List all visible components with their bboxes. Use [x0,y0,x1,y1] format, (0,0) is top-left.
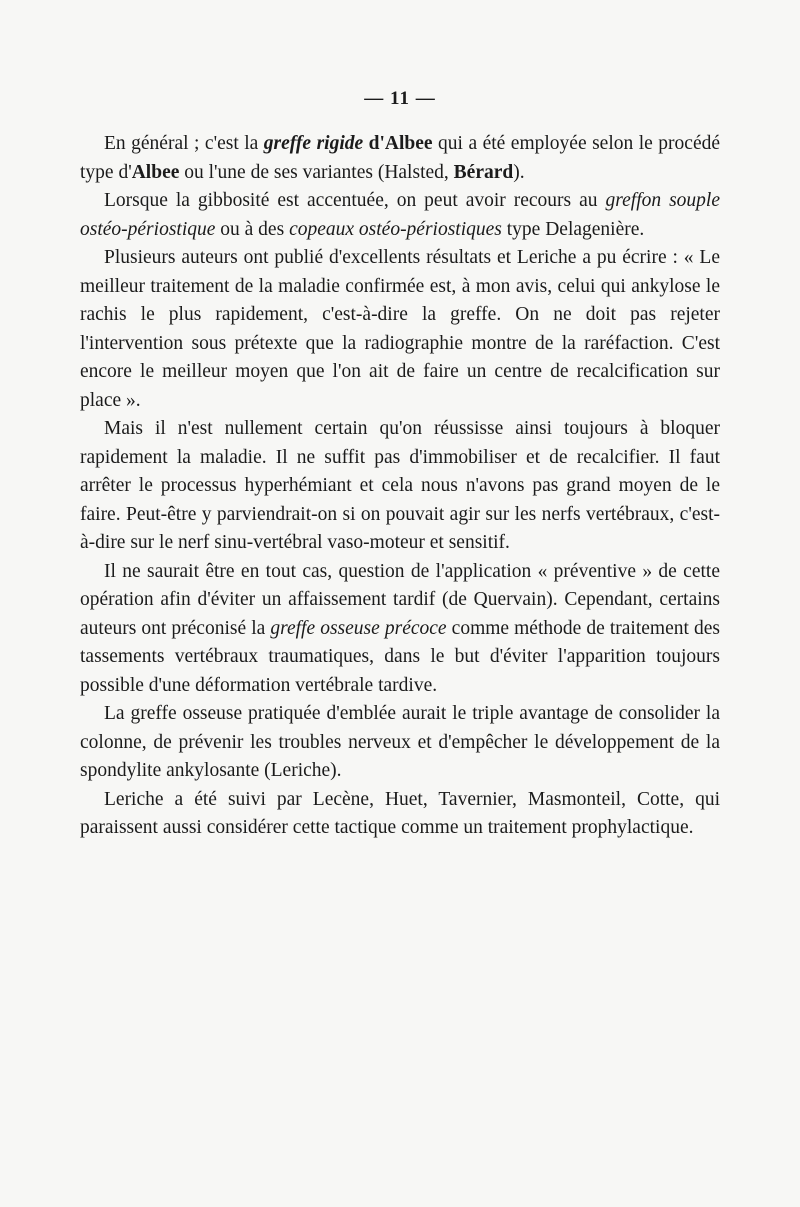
name-albee: Albee [131,161,180,183]
text-run: type Delagenière. [501,218,645,240]
text-run: ou l'une de ses variantes (Halsted, [179,161,454,183]
page-number: — 11 — [364,88,436,109]
paragraph-3: Plusieurs auteurs ont publié d'excellents résultats et Leriche a pu écrire : « Le meilleur traitement de la maladie confirmée est, à mon avis, celui qui ankylose le rachis le plus rapidement, c'est-à-dire la greffe. On ne doit pas rejeter l'intervention sous prétexte que la radiographie montre de la raréfaction. C'est encore le meilleur moyen que l'on ait de faire un centre de recalcification sur place ». [80,247,720,411]
text-run: En général ; c'est la [104,133,264,154]
name-berard: Bérard [453,161,514,183]
text-run: d' [363,133,385,154]
body-text [80,130,720,843]
text-run: Il ne saurait être en tout cas, question de l'application « préventive » de cette opération afin d'éviter un affaissement tardif (de Quervain). Cependant, certains auteurs ont préconisé la [80,560,720,639]
emphasis-greffe-precoce: greffe osseuse précoce [270,617,447,639]
paragraph-1 [80,130,720,187]
text-run: ). [513,161,525,183]
paragraph-5 [80,558,720,701]
text-run: qui a été employée selon le procédé type d' [80,133,721,183]
paragraph-4: Mais il n'est nullement certain qu'on réussisse ainsi toujours à bloquer rapidement la maladie. Il ne suffit pas d'immobiliser et de recalcifier. Il faut arrêter le processus hyperhémiant et cela nous n'avons pas grand moyen de le faire. Peut-être y parviendrait-on si on pouvait agir sur les nerfs vertébraux, c'est-à-dire sur le nerf sinu-vertébral vaso-moteur et sensitif. [80,418,720,553]
text-run: ou à des [215,218,290,240]
text-run: Lorsque la gibbosité est accentuée, on peut avoir recours au [104,190,606,211]
paragraph-2 [80,187,720,244]
text-run: comme méthode de traitement des tassements vertébraux traumatiques, dans le but d'éviter l'apparition toujours possible d'une déformation vertébrale tardive. [80,617,720,696]
paragraph-6: La greffe osseuse pratiquée d'emblée aurait le triple avantage de consolider la colonne, de prévenir les troubles nerveux et d'empêcher le développement de la spondylite ankylosante (Leriche). [80,703,720,781]
emphasis-copeaux: copeaux ostéo-périostiques [289,218,502,240]
name-albee: Albee [384,133,433,154]
emphasis-greffon-souple: greffon souple ostéo-périostique [80,190,720,240]
paragraph-7: Leriche a été suivi par Lecène, Huet, Tavernier, Masmonteil, Cotte, qui paraissent aussi considérer cette tactique comme un traitement prophylactique. [80,788,720,838]
emphasis-greffe-rigide: greffe rigide [263,133,364,154]
